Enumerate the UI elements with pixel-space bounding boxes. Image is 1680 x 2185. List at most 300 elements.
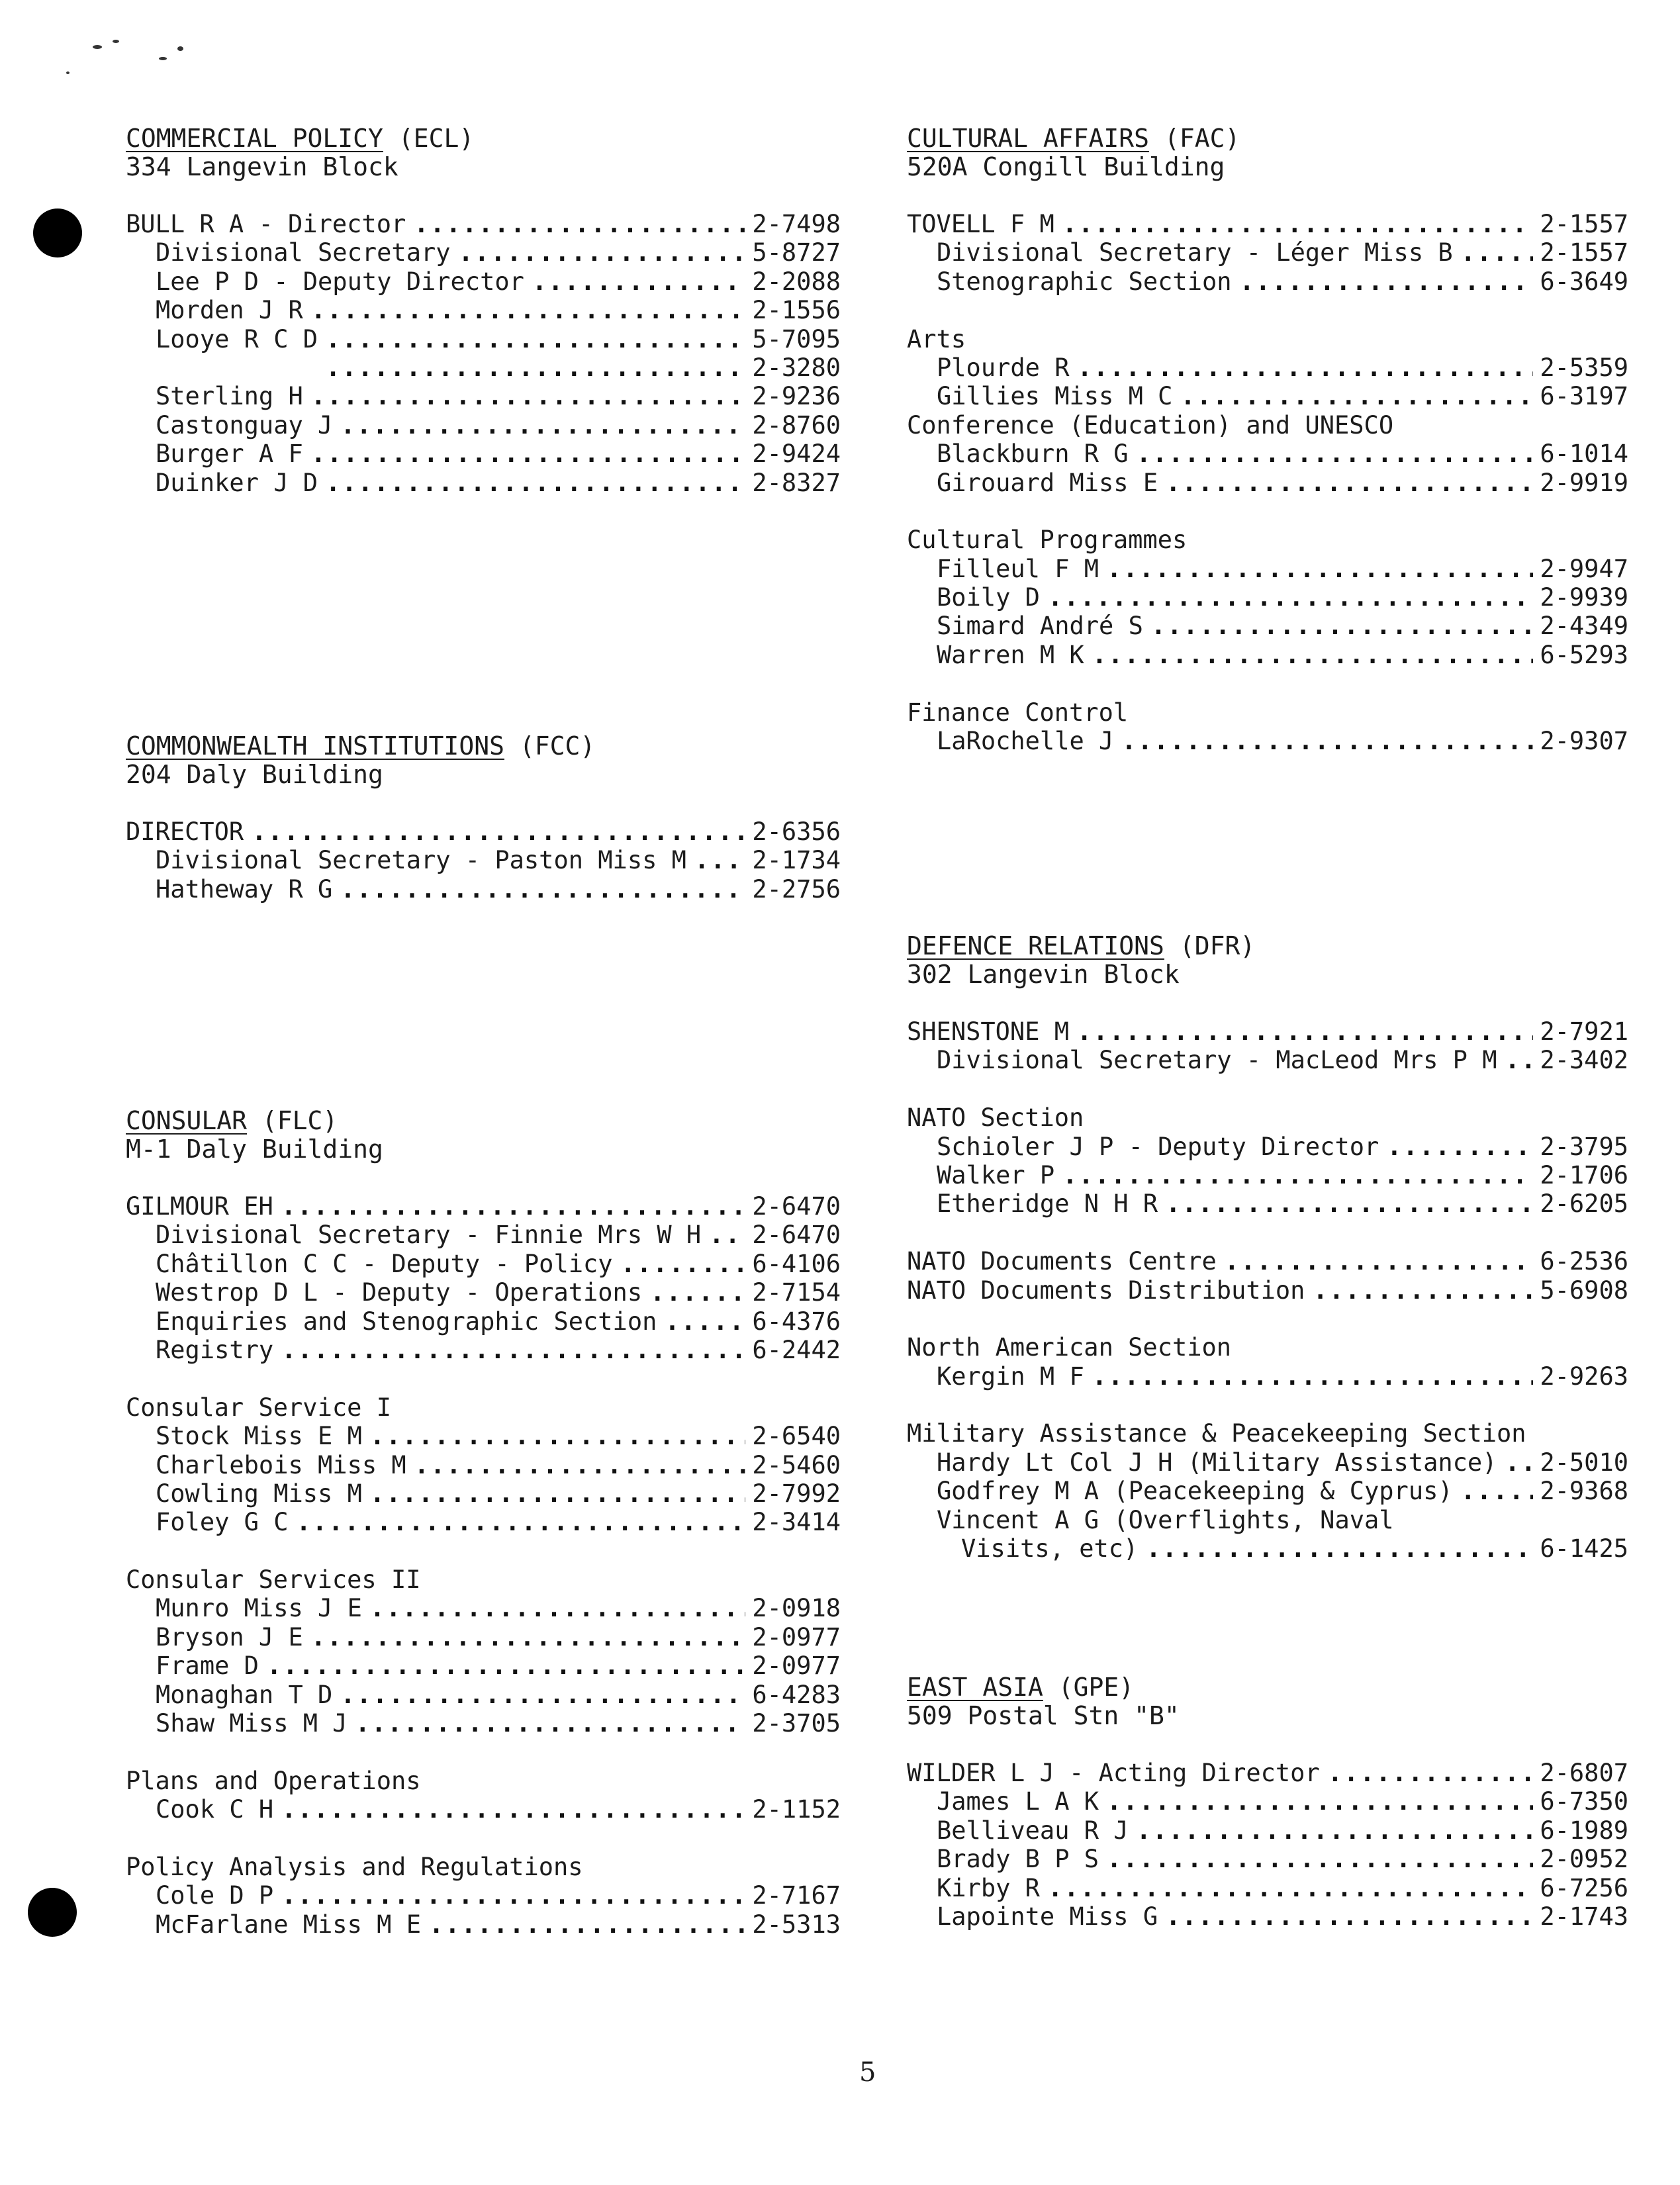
section-code: (ECL) bbox=[398, 124, 475, 153]
dot-leader bbox=[414, 210, 745, 238]
entry-name: Godfrey M A (Peacekeeping & Cyprus) bbox=[937, 1477, 1453, 1506]
phone-extension: 2-1556 bbox=[752, 296, 841, 325]
entry-name: Looye R C D bbox=[156, 324, 318, 353]
entry-name: DIRECTOR bbox=[126, 817, 244, 846]
entry-name: Cook C H bbox=[156, 1795, 274, 1824]
phone-extension: 6-3197 bbox=[1540, 382, 1628, 411]
phone-extension: 2-8327 bbox=[752, 468, 841, 497]
phone-extension: 2-4349 bbox=[1540, 612, 1628, 641]
directory-entry bbox=[907, 555, 1628, 583]
phone-extension: 2-0977 bbox=[752, 1651, 841, 1681]
phone-extension: 6-4376 bbox=[752, 1307, 841, 1336]
directory-entry bbox=[126, 1709, 841, 1738]
phone-extension: 6-4106 bbox=[752, 1249, 841, 1278]
entry-name: Lapointe Miss G bbox=[937, 1902, 1158, 1931]
dot-leader bbox=[1225, 1247, 1534, 1276]
entry-name: Divisional Secretary - MacLeod Mrs P M bbox=[937, 1046, 1497, 1075]
phone-extension: 2-8760 bbox=[752, 410, 841, 440]
entry-name: Divisional Secretary - Finnie Mrs W H bbox=[156, 1221, 702, 1250]
entry-name: Etheridge N H R bbox=[937, 1189, 1158, 1219]
section-title: CULTURAL AFFAIRS bbox=[907, 124, 1150, 153]
scan-speck bbox=[113, 40, 119, 43]
dot-leader bbox=[370, 1594, 745, 1622]
spacer bbox=[907, 296, 1628, 324]
dot-leader bbox=[311, 382, 746, 410]
section-code: (FAC) bbox=[1164, 124, 1240, 153]
directory-entry bbox=[907, 1816, 1628, 1845]
dot-leader bbox=[1048, 583, 1533, 612]
dot-leader bbox=[532, 267, 745, 296]
entry-name: BULL R A - Director bbox=[126, 210, 406, 238]
entry-name: Brady B P S bbox=[937, 1845, 1099, 1874]
section-heading bbox=[907, 1673, 1628, 1702]
phone-extension: 2-9947 bbox=[1540, 554, 1628, 583]
phone-extension: 6-7256 bbox=[1540, 1873, 1628, 1902]
directory-list bbox=[907, 210, 1628, 755]
scan-speck bbox=[177, 46, 183, 51]
dot-leader bbox=[355, 1709, 746, 1738]
entry-name: Bryson J E bbox=[156, 1622, 303, 1651]
section-commonwealth-institutions bbox=[126, 732, 841, 904]
entry-name: Morden J R bbox=[156, 296, 303, 325]
spacer bbox=[126, 1364, 841, 1393]
directory-entry bbox=[126, 1594, 841, 1622]
scan-speck bbox=[66, 71, 70, 74]
dot-leader bbox=[1166, 1189, 1533, 1218]
entry-name: Hardy Lt Col J H (Military Assistance) bbox=[937, 1448, 1497, 1477]
dot-leader bbox=[281, 1192, 746, 1221]
phone-extension: 5-7095 bbox=[752, 324, 841, 353]
entry-name: Girouard Miss E bbox=[937, 468, 1158, 497]
entry-name: Munro Miss J E bbox=[156, 1594, 362, 1623]
entry-name: Frame D bbox=[156, 1651, 259, 1681]
phone-extension: 2-7167 bbox=[752, 1881, 841, 1910]
directory-entry bbox=[907, 1902, 1628, 1931]
spacer bbox=[907, 1391, 1628, 1419]
dot-leader bbox=[252, 817, 745, 846]
section-heading bbox=[907, 932, 1628, 960]
entry-name: Duinker J D bbox=[156, 468, 318, 497]
dot-leader bbox=[311, 440, 746, 468]
directory-list bbox=[907, 1017, 1628, 1563]
section-consular bbox=[126, 1107, 841, 1939]
section-code: (GPE) bbox=[1058, 1673, 1135, 1702]
directory-entry bbox=[126, 846, 841, 874]
phone-extension: 2-6205 bbox=[1540, 1189, 1628, 1219]
subsection-heading: North American Section bbox=[907, 1333, 1232, 1362]
subsection-heading: Arts bbox=[907, 324, 966, 353]
phone-extension: 2-0918 bbox=[752, 1594, 841, 1623]
dot-leader bbox=[1387, 1133, 1533, 1161]
directory-entry bbox=[907, 1534, 1628, 1563]
entry-name: Kirby R bbox=[937, 1873, 1040, 1902]
entry-name: Plourde R bbox=[937, 353, 1070, 382]
directory-entry bbox=[126, 1307, 841, 1336]
entry-name: Walker P bbox=[937, 1160, 1055, 1189]
phone-extension: 2-9424 bbox=[752, 440, 841, 469]
section-code: (DFR) bbox=[1179, 931, 1256, 960]
dot-leader bbox=[340, 875, 745, 904]
dot-leader bbox=[1180, 382, 1533, 410]
directory-entry bbox=[907, 1133, 1628, 1161]
entry-name: McFarlane Miss M E bbox=[156, 1910, 421, 1939]
entry-name: Burger A F bbox=[156, 440, 303, 469]
dot-leader bbox=[665, 1307, 745, 1336]
directory-entry bbox=[907, 238, 1628, 267]
directory-entry bbox=[126, 325, 841, 353]
directory-entry bbox=[126, 817, 841, 846]
phone-extension: 2-1734 bbox=[752, 846, 841, 875]
phone-extension: 2-1706 bbox=[1540, 1160, 1628, 1189]
section-code: (FCC) bbox=[519, 731, 596, 761]
dot-leader bbox=[1461, 1477, 1534, 1505]
section-code: (FLC) bbox=[261, 1106, 338, 1135]
directory-entry bbox=[126, 382, 841, 410]
entry-name: Westrop D L - Deputy - Operations bbox=[156, 1278, 643, 1307]
section-east-asia bbox=[907, 1673, 1628, 1931]
dot-leader bbox=[370, 1479, 745, 1508]
entry-name: Cowling Miss M bbox=[156, 1479, 362, 1508]
spacer bbox=[907, 497, 1628, 526]
subsection-heading: Finance Control bbox=[907, 698, 1129, 727]
phone-extension: 2-0977 bbox=[752, 1622, 841, 1651]
directory-entry bbox=[126, 353, 841, 382]
subsection-heading: NATO Section bbox=[907, 1103, 1084, 1133]
section-cultural-affairs bbox=[907, 124, 1628, 755]
phone-extension: 6-1014 bbox=[1540, 440, 1628, 469]
dot-leader bbox=[267, 1651, 745, 1680]
directory-entry bbox=[126, 1250, 841, 1278]
section-location: 204 Daly Building bbox=[126, 760, 383, 789]
entry-name: Simard André S bbox=[937, 612, 1143, 641]
entry-name: Visits, etc) bbox=[961, 1534, 1139, 1563]
dot-leader bbox=[326, 325, 745, 353]
punch-hole-bottom bbox=[28, 1888, 77, 1937]
entry-name: Gillies Miss M C bbox=[937, 382, 1173, 411]
entry-name: NATO Documents Centre bbox=[907, 1247, 1217, 1276]
phone-extension: 2-7921 bbox=[1540, 1017, 1628, 1046]
entry-name: Cole D P bbox=[156, 1881, 274, 1910]
directory-entry bbox=[126, 469, 841, 497]
entry-name: Châtillon C C - Deputy - Policy bbox=[156, 1249, 613, 1278]
entry-name: Stock Miss E M bbox=[156, 1422, 362, 1451]
directory-entry bbox=[126, 440, 841, 468]
phone-extension: 2-9939 bbox=[1540, 583, 1628, 612]
spacer bbox=[126, 1824, 841, 1853]
entry-name: Stenographic Section bbox=[937, 267, 1232, 296]
entry-name: WILDER L J - Acting Director bbox=[907, 1759, 1320, 1787]
directory-entry bbox=[126, 875, 841, 904]
phone-extension: 2-2088 bbox=[752, 267, 841, 296]
directory-list bbox=[126, 817, 841, 904]
dot-leader bbox=[311, 296, 746, 324]
phone-extension: 2-3795 bbox=[1540, 1132, 1628, 1161]
directory-entry bbox=[126, 238, 841, 267]
directory-entry bbox=[907, 583, 1628, 612]
phone-extension: 6-2442 bbox=[752, 1335, 841, 1364]
entry-name: Schioler J P - Deputy Director bbox=[937, 1132, 1379, 1161]
entry-name: Hatheway R G bbox=[156, 874, 333, 904]
phone-extension: 2-6470 bbox=[752, 1192, 841, 1221]
dot-leader bbox=[650, 1278, 745, 1307]
entry-name: Sterling H bbox=[156, 382, 303, 411]
directory-entry bbox=[907, 1787, 1628, 1816]
directory-entry bbox=[126, 1192, 841, 1221]
dot-leader bbox=[311, 1623, 746, 1651]
subsection-heading: Consular Service I bbox=[126, 1393, 391, 1422]
directory-entry bbox=[126, 1681, 841, 1709]
phone-extension: 2-5010 bbox=[1540, 1448, 1628, 1477]
entry-name: Kergin M F bbox=[937, 1362, 1084, 1391]
phone-extension: 5-6908 bbox=[1540, 1276, 1628, 1305]
dot-leader bbox=[281, 1336, 745, 1364]
phone-extension: 2-9919 bbox=[1540, 468, 1628, 497]
dot-leader bbox=[340, 411, 745, 440]
directory-entry bbox=[907, 210, 1628, 238]
spacer bbox=[126, 1738, 841, 1766]
section-location: 520A Congill Building bbox=[907, 152, 1225, 181]
phone-extension: 6-2536 bbox=[1540, 1247, 1628, 1276]
entry-name: Divisional Secretary - Paston Miss M bbox=[156, 846, 686, 875]
section-title: DEFENCE RELATIONS bbox=[907, 931, 1164, 960]
phone-extension: 2-5359 bbox=[1540, 353, 1628, 382]
directory-entry bbox=[907, 727, 1628, 755]
subsection-heading: Consular Services II bbox=[126, 1565, 421, 1595]
directory-entry bbox=[126, 1479, 841, 1508]
entry-name: Belliveau R J bbox=[937, 1816, 1129, 1845]
section-heading bbox=[126, 1107, 841, 1135]
phone-extension: 2-1557 bbox=[1540, 210, 1628, 238]
dot-leader bbox=[296, 1508, 745, 1536]
section-title: EAST ASIA bbox=[907, 1673, 1043, 1702]
directory-entry bbox=[907, 1046, 1628, 1074]
directory-entry bbox=[907, 1276, 1628, 1305]
subsection-heading: Vincent A G (Overflights, Naval bbox=[937, 1505, 1394, 1534]
entry-name: Charlebois Miss M bbox=[156, 1450, 406, 1479]
directory-entry bbox=[126, 1422, 841, 1450]
phone-extension: 6-7350 bbox=[1540, 1787, 1628, 1816]
entry-name: Foley G C bbox=[156, 1508, 289, 1537]
dot-leader bbox=[326, 353, 745, 382]
dot-leader bbox=[1166, 469, 1533, 497]
directory-list bbox=[126, 1192, 841, 1939]
phone-extension: 2-6470 bbox=[752, 1221, 841, 1250]
phone-extension: 6-5293 bbox=[1540, 640, 1628, 669]
directory-entry bbox=[907, 1362, 1628, 1391]
phone-extension: 2-3705 bbox=[752, 1709, 841, 1738]
phone-extension: 2-5460 bbox=[752, 1450, 841, 1479]
directory-entry bbox=[907, 1448, 1628, 1477]
dot-leader bbox=[1240, 267, 1534, 296]
dot-leader bbox=[370, 1422, 745, 1450]
spacer bbox=[126, 1537, 841, 1565]
phone-extension: 2-3414 bbox=[752, 1508, 841, 1537]
phone-extension: 2-5313 bbox=[752, 1910, 841, 1939]
dot-leader bbox=[1077, 353, 1533, 382]
dot-leader bbox=[1048, 1874, 1533, 1902]
dot-leader bbox=[709, 1221, 745, 1249]
directory-entry bbox=[907, 1247, 1628, 1276]
dot-leader bbox=[621, 1250, 746, 1278]
entry-name: Filleul F M bbox=[937, 554, 1099, 583]
phone-extension: 2-1557 bbox=[1540, 238, 1628, 267]
directory-entry bbox=[126, 1881, 841, 1910]
section-location: M-1 Daly Building bbox=[126, 1135, 383, 1164]
section-defence-relations bbox=[907, 932, 1628, 1563]
entry-name: SHENSTONE M bbox=[907, 1017, 1070, 1046]
directory-entry bbox=[126, 1278, 841, 1307]
directory-entry bbox=[907, 1845, 1628, 1873]
dot-leader bbox=[459, 238, 746, 267]
dot-leader bbox=[1137, 1816, 1534, 1845]
dot-leader bbox=[1151, 612, 1533, 640]
entry-name: Warren M K bbox=[937, 640, 1084, 669]
entry-name: TOVELL F M bbox=[907, 210, 1054, 238]
phone-extension: 2-0952 bbox=[1540, 1845, 1628, 1874]
scan-speck bbox=[159, 57, 167, 60]
directory-entry bbox=[126, 267, 841, 296]
directory-entry bbox=[907, 1874, 1628, 1902]
entry-name: Monaghan T D bbox=[156, 1680, 333, 1709]
dot-leader bbox=[1328, 1759, 1534, 1787]
phone-extension: 2-3280 bbox=[752, 353, 841, 382]
entry-name: GILMOUR EH bbox=[126, 1192, 273, 1221]
phone-extension: 2-1743 bbox=[1540, 1902, 1628, 1931]
phone-extension: 2-7498 bbox=[752, 210, 841, 238]
directory-entry bbox=[907, 1161, 1628, 1189]
phone-extension: 2-1152 bbox=[752, 1795, 841, 1824]
dot-leader bbox=[1166, 1902, 1533, 1931]
section-location: 302 Langevin Block bbox=[907, 960, 1180, 989]
dot-leader bbox=[1092, 641, 1534, 669]
dot-leader bbox=[1107, 1787, 1533, 1816]
section-title: CONSULAR bbox=[126, 1106, 248, 1135]
section-title: COMMERCIAL POLICY bbox=[126, 124, 383, 153]
phone-extension: 6-4283 bbox=[752, 1680, 841, 1709]
dot-leader bbox=[1092, 1362, 1534, 1391]
directory-list bbox=[126, 210, 841, 497]
entry-name: Blackburn R G bbox=[937, 440, 1129, 469]
scan-speck bbox=[93, 45, 102, 49]
directory-entry bbox=[907, 1477, 1628, 1505]
entry-name: Registry bbox=[156, 1335, 274, 1364]
directory-entry bbox=[126, 411, 841, 440]
section-heading bbox=[126, 124, 841, 153]
dot-leader bbox=[281, 1795, 745, 1824]
dot-leader bbox=[1107, 1845, 1533, 1873]
phone-extension: 2-3402 bbox=[1540, 1046, 1628, 1075]
directory-entry bbox=[126, 1508, 841, 1536]
directory-entry bbox=[907, 612, 1628, 640]
spacer bbox=[907, 1305, 1628, 1333]
dot-leader bbox=[340, 1681, 745, 1709]
subsection-heading: Plans and Operations bbox=[126, 1766, 421, 1795]
subsection-heading: Cultural Programmes bbox=[907, 526, 1188, 555]
punch-hole-top bbox=[33, 209, 82, 257]
phone-extension: 2-7154 bbox=[752, 1278, 841, 1307]
entry-name: Shaw Miss M J bbox=[156, 1709, 348, 1738]
directory-entry bbox=[126, 296, 841, 324]
entry-name: Divisional Secretary - Léger Miss B bbox=[937, 238, 1453, 267]
entry-name: NATO Documents Distribution bbox=[907, 1276, 1305, 1305]
directory-entry bbox=[126, 1910, 841, 1939]
dot-leader bbox=[1062, 1161, 1533, 1189]
directory-entry bbox=[126, 1623, 841, 1651]
entry-name: LaRochelle J bbox=[937, 727, 1114, 756]
entry-name: Castonguay J bbox=[156, 410, 333, 440]
entry-name: Boily D bbox=[937, 583, 1040, 612]
section-commercial-policy bbox=[126, 124, 841, 497]
phone-extension: 2-6356 bbox=[752, 817, 841, 846]
spacer bbox=[907, 1219, 1628, 1247]
phone-extension: 2-9307 bbox=[1540, 727, 1628, 756]
dot-leader bbox=[694, 846, 745, 874]
phone-extension: 2-9236 bbox=[752, 382, 841, 411]
dot-leader bbox=[281, 1881, 745, 1910]
dot-leader bbox=[1146, 1534, 1533, 1563]
entry-name: James L A K bbox=[937, 1787, 1099, 1816]
subsection-heading: Military Assistance & Peacekeeping Section bbox=[907, 1419, 1526, 1448]
entry-name: Divisional Secretary bbox=[156, 238, 451, 267]
page-number: 5 bbox=[859, 2057, 876, 2088]
section-heading bbox=[126, 732, 841, 761]
phone-extension: 5-8727 bbox=[752, 238, 841, 267]
spacer bbox=[907, 1075, 1628, 1103]
phone-extension: 2-6540 bbox=[752, 1422, 841, 1451]
directory-list bbox=[907, 1759, 1628, 1931]
dot-leader bbox=[326, 469, 745, 497]
directory-entry bbox=[907, 641, 1628, 669]
phone-extension: 6-3649 bbox=[1540, 267, 1628, 296]
phone-extension: 2-9368 bbox=[1540, 1477, 1628, 1506]
phone-extension: 2-7992 bbox=[752, 1479, 841, 1508]
phone-extension: 2-2756 bbox=[752, 874, 841, 904]
directory-entry bbox=[126, 210, 841, 238]
entry-name: Enquiries and Stenographic Section bbox=[156, 1307, 657, 1336]
section-heading bbox=[907, 124, 1628, 153]
dot-leader bbox=[1505, 1046, 1533, 1074]
subsection-heading: Policy Analysis and Regulations bbox=[126, 1852, 583, 1881]
dot-leader bbox=[1137, 440, 1534, 468]
phone-extension: 2-6807 bbox=[1540, 1759, 1628, 1787]
section-location: 509 Postal Stn "B" bbox=[907, 1701, 1180, 1730]
directory-entry bbox=[126, 1795, 841, 1824]
directory-entry bbox=[907, 440, 1628, 468]
directory-entry bbox=[126, 1221, 841, 1249]
directory-entry bbox=[907, 1189, 1628, 1218]
spacer bbox=[907, 669, 1628, 698]
dot-leader bbox=[1121, 727, 1533, 755]
directory-entry bbox=[907, 1759, 1628, 1787]
entry-name: Lee P D - Deputy Director bbox=[156, 267, 524, 296]
directory-entry bbox=[907, 382, 1628, 410]
directory-entry bbox=[126, 1651, 841, 1680]
dot-leader bbox=[1313, 1276, 1533, 1305]
directory-entry bbox=[907, 469, 1628, 497]
directory-entry bbox=[907, 353, 1628, 382]
directory-entry bbox=[126, 1336, 841, 1364]
dot-leader bbox=[1461, 238, 1534, 267]
directory-entry bbox=[907, 267, 1628, 296]
dot-leader bbox=[1107, 555, 1533, 583]
dot-leader bbox=[414, 1451, 746, 1479]
directory-entry bbox=[126, 1451, 841, 1479]
directory-entry bbox=[907, 1017, 1628, 1046]
phone-extension: 6-1425 bbox=[1540, 1534, 1628, 1563]
subsection-heading: Conference (Education) and UNESCO bbox=[907, 410, 1394, 440]
dot-leader bbox=[1077, 1017, 1533, 1046]
dot-leader bbox=[1062, 210, 1534, 238]
